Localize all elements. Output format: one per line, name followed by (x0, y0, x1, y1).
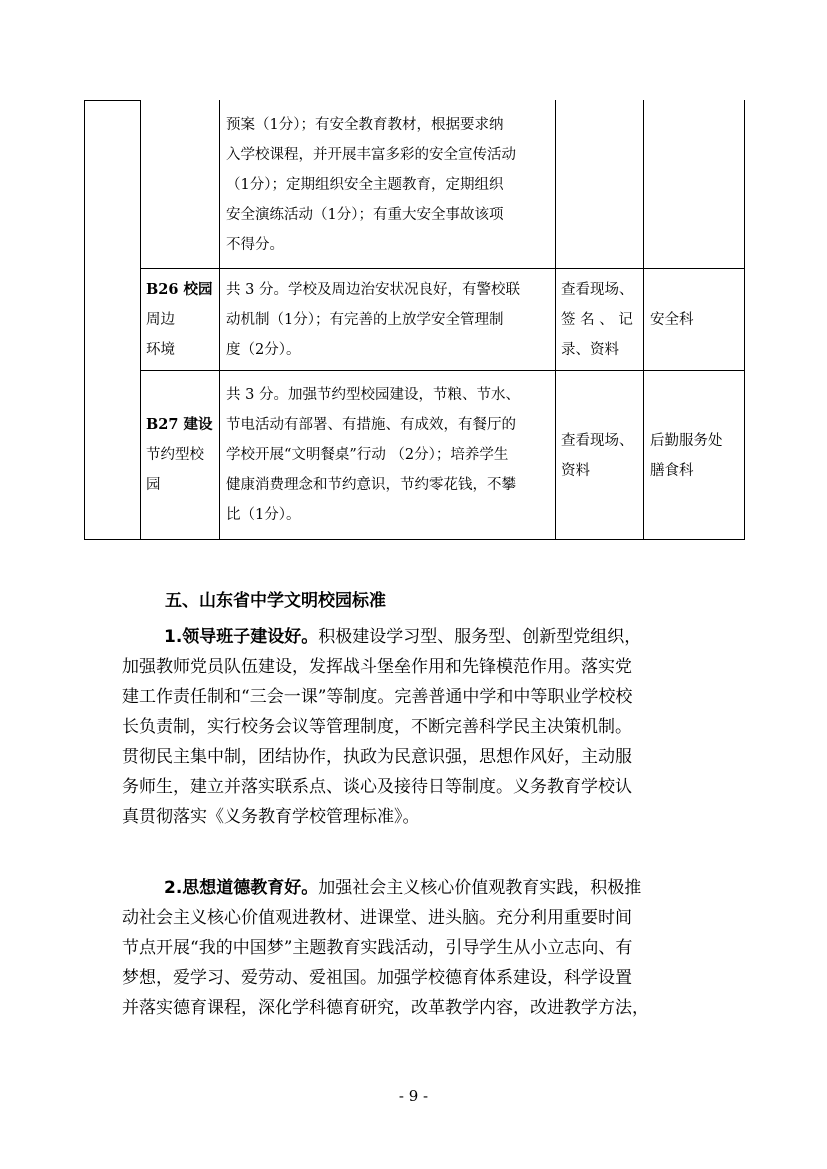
method-line: 录、资料 (561, 342, 619, 358)
table-column-rule-1 (140, 100, 141, 540)
section-heading: 五、山东省中学文明校园标准 (165, 591, 386, 611)
method-line: 查看现场、 (561, 433, 634, 449)
table-column-rule-4 (643, 100, 644, 540)
standard-line: 健康消费理念和节约意识，节约零花钱，不攀 (226, 477, 516, 493)
method-line: 查看现场、 (561, 282, 634, 298)
item-line: 周边 (146, 312, 175, 328)
table-bottom-rule (84, 539, 745, 540)
paragraph-leadership (122, 622, 712, 832)
item-line: 节约型校 (146, 447, 204, 463)
item-line: 园 (146, 477, 161, 493)
table-top-rule-left (84, 100, 141, 101)
row-b27-standard-cell (226, 380, 520, 530)
table-column-rule-2 (219, 100, 220, 540)
item-line: B27 建设 (146, 416, 213, 433)
table-row-rule-1 (140, 268, 744, 269)
table-row-rule-2 (140, 370, 744, 371)
row-b27-item-cell (146, 410, 212, 500)
table-border-right (744, 100, 745, 540)
paragraph-moral-education (122, 873, 712, 1023)
row-b26-method-cell (561, 275, 634, 365)
paragraph-line: 贯彻民主集中制，团结协作，执政为民意识强，思想作风好，主动服 (122, 747, 632, 767)
paragraph-line: 加强教师党员队伍建设，发挥战斗堡垒作用和先锋模范作用。落实党 (122, 657, 632, 677)
paragraph-lead: 1.领导班子建设好。 (164, 627, 319, 647)
paragraph-line: 并落实德育课程，深化学科德育研究，改革教学内容，改进教学方法， (122, 998, 649, 1018)
dept-line: 膳食科 (650, 463, 694, 479)
standard-line: 不得分。 (226, 237, 284, 253)
row-b26-item-cell (146, 275, 212, 365)
standard-line: （1分）；定期组织安全主题教育，定期组织 (226, 177, 504, 193)
page-number: - 9 - (398, 1087, 429, 1105)
standard-line: 预案（1分）；有安全教育教材，根据要求纳 (226, 117, 504, 133)
table-column-rule-3 (555, 100, 556, 540)
paragraph-line: 节点开展“我的中国梦”主题教育实践活动，引导学生从小立志向、有 (122, 938, 633, 958)
row-b26-standard-cell (226, 275, 520, 365)
standard-line: 度（2分）。 (226, 342, 301, 358)
continuation-standard-cell (226, 110, 516, 260)
standard-line: 节电活动有部署、有措施、有成效，有餐厅的 (226, 417, 516, 433)
method-line: 资料 (561, 463, 590, 479)
dept-line: 后勤服务处 (650, 433, 723, 449)
item-line: B26 校园 (146, 281, 213, 298)
paragraph-first-line-rest: 加强社会主义核心价值观教育实践，积极推 (318, 878, 642, 898)
paragraph-first-line-rest: 积极建设学习型、服务型、创新型党组织， (318, 627, 642, 647)
paragraph-first-line (122, 873, 712, 903)
paragraph-lead: 2.思想道德教育好。 (164, 878, 319, 898)
paragraph-line: 务师生，建立并落实联系点、谈心及接待日等制度。义务教育学校认 (122, 777, 632, 797)
table-border-left (84, 100, 85, 540)
paragraph-line: 梦想，爱学习、爱劳动、爱祖国。加强学校德育体系建设，科学设置 (122, 968, 632, 988)
standard-line: 学校开展“文明餐桌”行动 （2分）；培养学生 (226, 447, 509, 463)
row-b27-dept-cell (650, 426, 723, 486)
method-line: 签 名 、 记 (561, 312, 633, 328)
item-line: 环境 (146, 342, 175, 358)
standard-line: 动机制（1分）；有完善的上放学安全管理制 (226, 312, 504, 328)
standard-line: 比（1分）。 (226, 507, 301, 523)
row-b27-method-cell (561, 426, 634, 486)
standard-line: 共 3 分。学校及周边治安状况良好，有警校联 (226, 282, 520, 298)
paragraph-line: 动社会主义核心价值观进教材、进课堂、进头脑。充分利用重要时间 (122, 908, 632, 928)
standard-line: 共 3 分。加强节约型校园建设，节粮、节水、 (226, 387, 520, 403)
paragraph-first-line (122, 622, 712, 652)
standard-line: 入学校课程，并开展丰富多彩的安全宣传活动 (226, 147, 516, 163)
paragraph-line: 建工作责任制和“三会一课”等制度。完善普通中学和中等职业学校校 (122, 687, 633, 707)
paragraph-line: 真贯彻落实《义务教育学校管理标准》。 (122, 807, 420, 827)
dept-line: 安全科 (650, 312, 694, 328)
paragraph-line: 长负责制，实行校务会议等管理制度，不断完善科学民主决策机制。 (122, 717, 632, 737)
standard-line: 安全演练活动（1分）；有重大安全事故该项 (226, 207, 504, 223)
row-b26-dept-cell (650, 305, 694, 335)
